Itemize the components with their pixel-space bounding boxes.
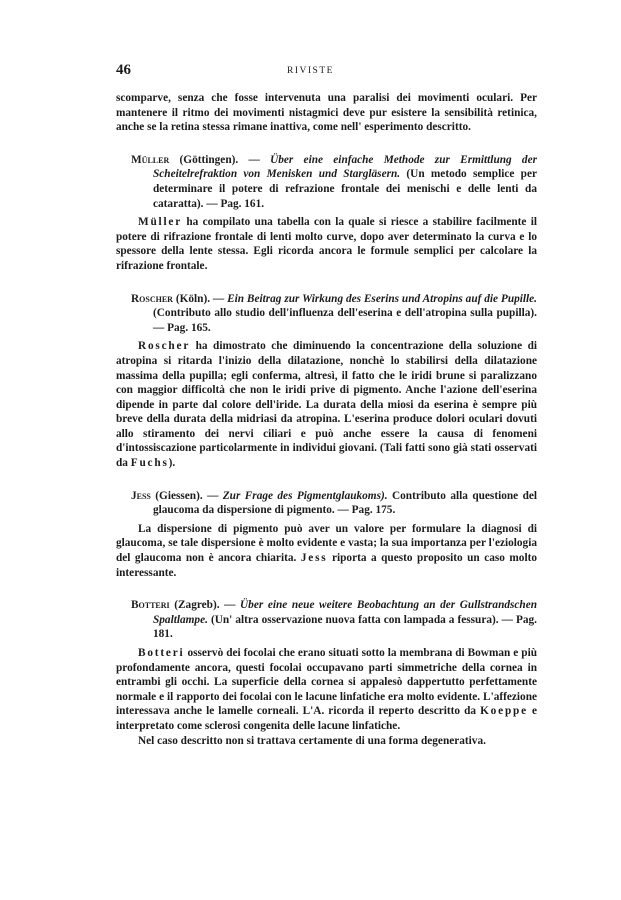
article-title: Ein Beitrag zur Wirkung des Eserins und Atropins auf die Pupille.: [227, 292, 538, 305]
summary-jess: [116, 522, 537, 580]
intro-paragraph: scomparve, senza che fosse intervenuta una paralisi dei movimenti oculari. Per mantenere il ritmo dei movimenti nistagmici deve pur esistere la sensibilità retinica, anche se la retina stessa rimane inattiva, come nell' esperimento descritto.: [116, 92, 537, 134]
reference-botteri: [116, 598, 537, 642]
article-note: (Un metodo semplice per determinare il potere di refrazione frontale dei menischi e delle lenti da cataratta). — Pag. 161.: [153, 168, 537, 210]
author-place: (Göttingen). —: [169, 153, 271, 166]
author-place: (Zagreb). —: [169, 599, 241, 612]
reference-roscher: [116, 292, 537, 336]
article-body: [116, 91, 537, 748]
running-head: RIVISTE: [287, 66, 334, 76]
summary-text: osservò dei focolai che erano situati sotto la membrana di Bowman e più profondamente ancora, questi focolai occupavano parti simmetriche della cornea in entrambi gli occhi. La superficie della cornea si appalesò dappertutto perfettamente normale e il rapporto dei focolai con le lacune linfatiche era molto evidente. L'affezione interessava anche le lamelle corneali. L'A. ricorda il reperto descritto da: [116, 647, 537, 718]
cited-author: Fuchs: [130, 457, 169, 470]
page-number: 46: [116, 62, 131, 78]
author-place: (Giessen). —: [150, 489, 223, 502]
summary-author: Roscher: [138, 340, 191, 353]
summary-author: Müller: [138, 216, 183, 229]
author-name: Müller: [131, 153, 170, 166]
cited-author: Koeppe: [480, 705, 528, 718]
author-name: Botteri: [131, 599, 170, 612]
summary-text: ha compilato una tabella con la quale si riesce a stabilire facilmente il potere di rifrazione frontale di lenti molto curve, dopo aver determinato la curva e lo spessore della lente stessa. Egli ricorda ancora le formule semplici per calcolare la rifrazione frontale.: [116, 216, 537, 272]
article-note: (Contributo allo studio dell'influenza dell'eserina e dell'atropina sulla pupilla). — Pag. 165.: [153, 307, 537, 334]
author-name: Roscher: [131, 292, 173, 305]
summary-text: La dispersione di pigmento può aver un valore per formulare la diagnosi di glaucoma, se tale dispersione è molto evidente e vasta; la sua importanza per l'eziologia del glaucoma non è ancora chiarita.: [116, 522, 537, 565]
article-note: Contributo alla questione del glaucoma da dispersione di pigmento. — Pag. 175.: [153, 489, 537, 517]
summary-botteri: [116, 646, 537, 734]
closing-paragraph: Nel caso descritto non si trattava certamente di una forma degenerativa.: [138, 734, 486, 747]
article-note: (Un' altra osservazione nuova fatta con lampada a fessura). — Pag. 181.: [153, 613, 537, 641]
summary-text-end: riporta a questo proposito un caso molto interessante.: [116, 552, 538, 579]
reference-jess: [116, 489, 537, 518]
summary-text: ha dimostrato che diminuendo la concentrazione della soluzione di atropina si ritarda l'inizio della dilatazione, nonchè lo stabilirsi della dilatazione massima della pupilla; egli conferma, altresì, il fatto che le iridi brune si paralizzano con maggior difficoltà che non le iridi prive di pigmento. Anche l'azione dell'eserina dipende in parte dal colore dell'iride. La durata della miosi da eserina è sempre più breve della durata della midriasi da atropina. L'eserina produce dolori oculari dovuti allo stiramento dei nervi ciliari e può anche essere la causa di fenomeni d'intossiscazione particolarmente in individui giovani. (Tali fatti sono già stati osservati da: [116, 340, 537, 470]
author-place: (Köln). —: [172, 292, 228, 305]
summary-author: Botteri: [138, 647, 185, 659]
summary-text-end: ).: [168, 457, 176, 470]
summary-roscher: [116, 339, 537, 470]
summary-text-end: e interpretato come sclerosi congenita delle lacune linfatiche.: [116, 705, 537, 732]
summary-author: Jess: [300, 552, 328, 565]
article-title: Zur Frage des Pigmentglaukoms).: [222, 489, 388, 502]
article-title: Über eine neue weitere Beobachtung an der Gullstrandschen Spaltlampe.: [153, 599, 537, 626]
article-title: Über eine einfache Methode zur Ermittlung der Scheitelrefraktion von Menisken und Stargläsern.: [153, 153, 537, 181]
author-name: Jess: [131, 489, 151, 502]
summary-muller: [116, 215, 537, 273]
reference-muller: [116, 153, 537, 211]
